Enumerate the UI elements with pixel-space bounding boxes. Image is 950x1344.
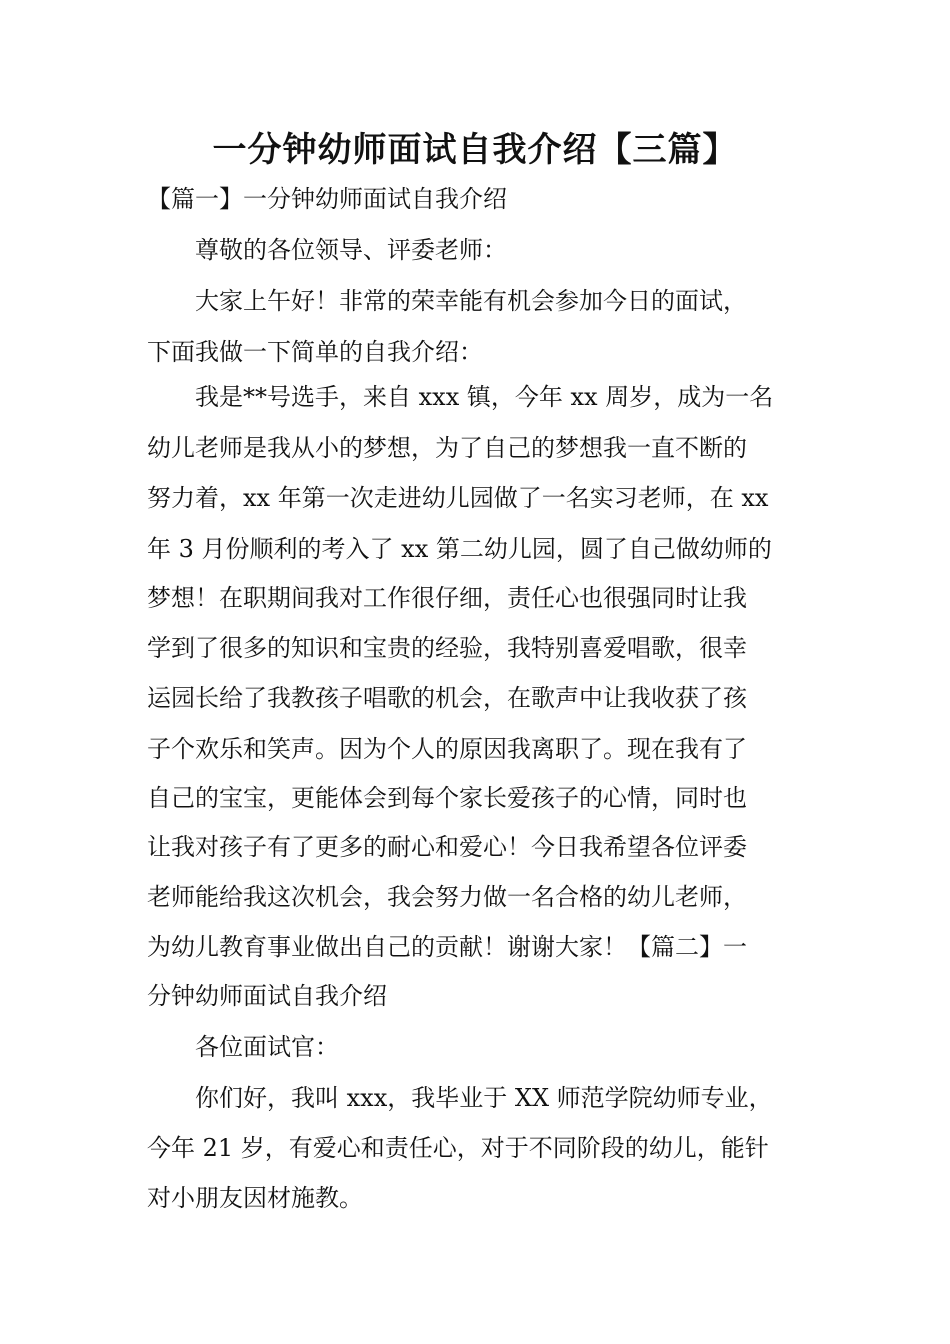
text-line: 努力着，xx 年第一次走进幼儿园做了一名实习老师，在 xx bbox=[147, 484, 769, 512]
text-line: 分钟幼师面试自我介绍 bbox=[147, 982, 387, 1010]
text-line: 让我对孩子有了更多的耐心和爱心！今日我希望各位评委 bbox=[147, 833, 747, 861]
text-line: 运园长给了我教孩子唱歌的机会，在歌声中让我收获了孩 bbox=[147, 684, 747, 712]
text-line: 下面我做一下简单的自我介绍： bbox=[147, 338, 483, 366]
text-line: 年 3 月份顺利的考入了 xx 第二幼儿园，圆了自己做幼师的 bbox=[147, 535, 772, 563]
text-line: 梦想！在职期间我对工作很仔细，责任心也很强同时让我 bbox=[147, 584, 747, 612]
text-line: 今年 21 岁，有爱心和责任心，对于不同阶段的幼儿，能针 bbox=[147, 1134, 769, 1162]
text-line: 子个欢乐和笑声。因为个人的原因我离职了。现在我有了 bbox=[147, 735, 747, 763]
text-line: 幼儿老师是我从小的梦想，为了自己的梦想我一直不断的 bbox=[147, 434, 747, 462]
text-line: 大家上午好！非常的荣幸能有机会参加今日的面试， bbox=[195, 287, 747, 315]
salutation-2: 各位面试官： bbox=[195, 1033, 339, 1061]
text-line: 自己的宝宝，更能体会到每个家长爱孩子的心情，同时也 bbox=[147, 784, 747, 812]
document-title: 一分钟幼师面试自我介绍【三篇】 bbox=[212, 130, 738, 170]
text-line: 为幼儿教育事业做出自己的贡献！谢谢大家！【篇二】一 bbox=[147, 933, 747, 961]
text-line: 我是**号选手，来自 xxx 镇，今年 xx 周岁，成为一名 bbox=[195, 383, 774, 411]
section-heading-1: 【篇一】一分钟幼师面试自我介绍 bbox=[147, 185, 507, 213]
text-line: 老师能给我这次机会，我会努力做一名合格的幼儿老师， bbox=[147, 883, 747, 911]
text-line: 对小朋友因材施教。 bbox=[147, 1184, 363, 1212]
text-line: 你们好，我叫 xxx，我毕业于 XX 师范学院幼师专业， bbox=[195, 1084, 773, 1112]
text-line: 学到了很多的知识和宝贵的经验，我特别喜爱唱歌，很幸 bbox=[147, 634, 747, 662]
salutation-1: 尊敬的各位领导、评委老师： bbox=[195, 236, 507, 264]
